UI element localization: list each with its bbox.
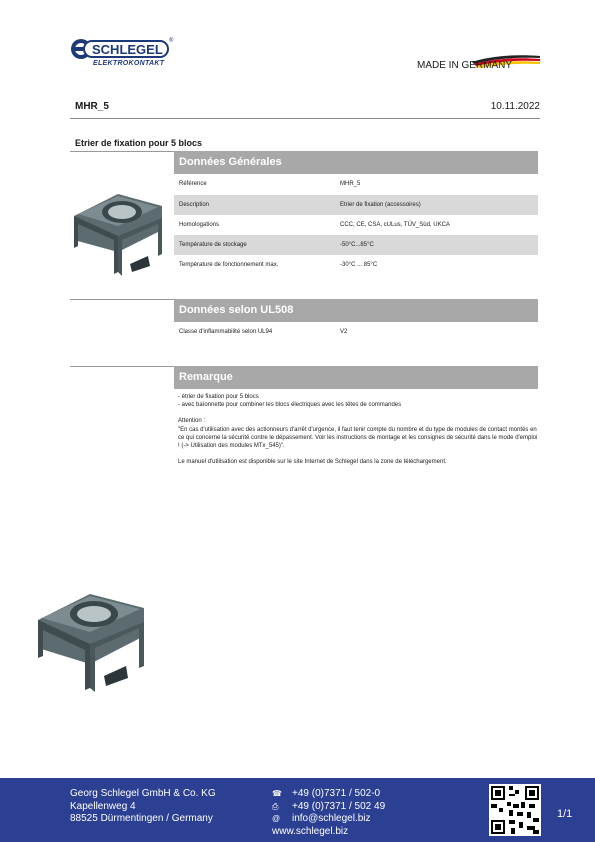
remark-line: "En cas d'utilisation avec des actionneurs d'arrêt d'urgence, il faut tenir compte du nombre et du type de modules de contact montés en ce qui concerne la sécurité contre le dépassement. Voir les instructions de montage et les consignes de sécurité dans le mode d'emploi ! (-> Utilisation des modules MTx_545)". [178, 426, 538, 450]
footer [0, 778, 595, 842]
company-contact [272, 788, 385, 838]
remark-line: Attention : [178, 418, 206, 425]
remark-spacer [178, 450, 538, 458]
schlegel-logo-badge [70, 38, 170, 60]
row-value: Etrier de fixation (accessoires) [340, 202, 421, 208]
fax-number[interactable]: +49 (0)7371 / 502 49 [292, 800, 386, 812]
product-image-bottom [32, 572, 158, 696]
page-number: 1/1 [557, 808, 573, 820]
section-divider-remark [70, 366, 174, 367]
table-row [174, 215, 538, 235]
product-image-top [70, 176, 174, 280]
table-row [174, 174, 538, 194]
row-label: Température de fonctionnement max. [179, 262, 279, 268]
section-title-remark: Remarque [174, 366, 538, 389]
section-divider-general [70, 151, 174, 152]
qr-code [489, 784, 541, 836]
document-id: MHR_5 [75, 101, 109, 112]
company-street: Kapellenweg 4 [70, 800, 136, 812]
table-row [174, 195, 538, 215]
logo-wordmark: SCHLEGEL [92, 42, 163, 57]
header-divider [70, 118, 540, 119]
fax-icon: ⎙ [272, 801, 279, 811]
table-row [174, 255, 538, 275]
remark-line: - étrier de fixation pour 5 blocs [178, 394, 259, 400]
table-row [174, 235, 538, 255]
table-row [174, 322, 538, 342]
phone-number[interactable]: +49 (0)7371 / 502-0 [292, 788, 381, 799]
row-label: Référence [179, 181, 207, 187]
email-icon: @ [272, 814, 281, 823]
company-address [70, 788, 216, 826]
made-in-germany: MADE IN GERMANY [417, 60, 513, 71]
row-value: -50°C...85°C [340, 242, 374, 248]
product-title: Etrier de fixation pour 5 blocs [75, 138, 203, 148]
phone-icon: ☎ [272, 789, 282, 798]
row-value: -30°C ... 85°C [340, 262, 378, 268]
trademark-symbol: ® [169, 38, 174, 44]
remark-line: - avec baïonnette pour combiner les blocs électriques avec les têtes de commandes [178, 402, 402, 409]
section-title-ul508: Données selon UL508 [174, 299, 538, 322]
row-label: Température de stockage [179, 242, 247, 248]
company-city: 88525 Dürmentingen / Germany [70, 813, 213, 824]
company-name: Georg Schlegel GmbH & Co. KG [70, 788, 216, 799]
row-value: V2 [340, 329, 348, 335]
logo-subline: ELEKTROKONTAKT [93, 60, 165, 67]
row-label: Description [179, 202, 210, 208]
schlegel-logo [70, 38, 180, 72]
row-value: CCC, CE, CSA, cULus, TÜV_Süd, UKCA [340, 222, 450, 228]
website-link[interactable]: www.schlegel.biz [272, 825, 349, 837]
remark-line: Le manuel d'utilisation est disponible sur le site Internet de Schlegel dans la zone de téléchargement. [178, 459, 447, 466]
row-label: Homologations [179, 222, 220, 228]
remark-text [178, 393, 538, 466]
document-date: 10.11.2022 [490, 101, 540, 112]
row-label: Classe d'inflammabilité selon UL94 [179, 329, 273, 335]
section-title-general: Données Générales [174, 151, 538, 174]
remark-spacer [178, 409, 538, 417]
section-divider-ul508 [70, 299, 174, 300]
row-value: MHR_5 [340, 181, 361, 187]
email-link[interactable]: info@schlegel.biz [292, 813, 371, 824]
